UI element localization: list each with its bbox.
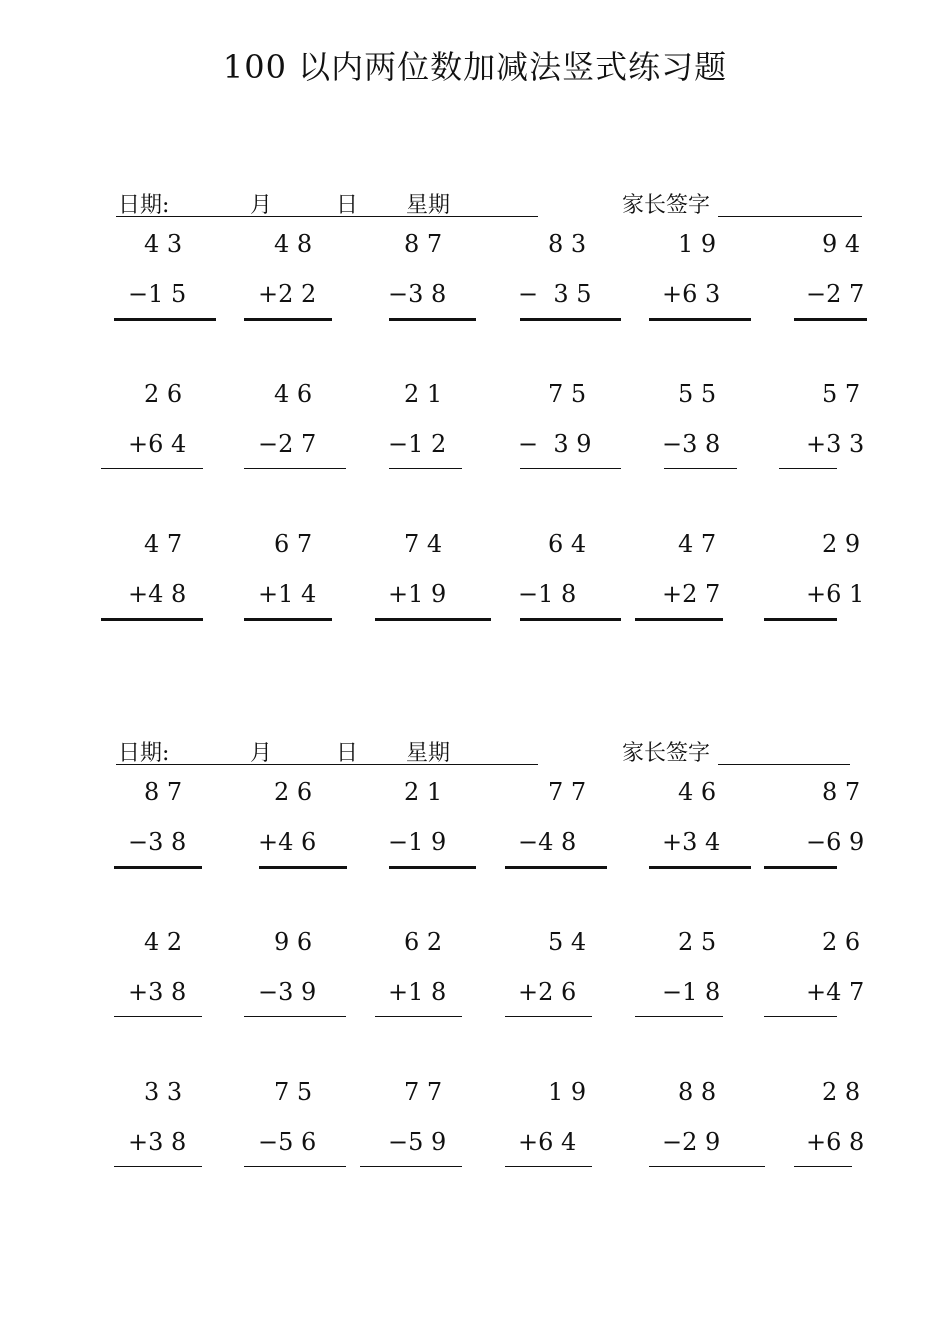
arithmetic-problem — [0, 380, 950, 480]
answer-line[interactable] — [244, 468, 346, 469]
top-operand: 2 6 — [822, 928, 861, 956]
answer-line[interactable] — [244, 1166, 346, 1167]
arithmetic-problem — [0, 778, 950, 878]
answer-line[interactable] — [779, 468, 837, 469]
arithmetic-problem — [0, 230, 950, 330]
top-operand: 3 3 — [144, 1078, 183, 1106]
bottom-operand: −3 8 — [388, 280, 447, 308]
arithmetic-problem — [0, 380, 950, 480]
arithmetic-problem — [0, 928, 950, 1028]
bottom-operand: +6 4 — [128, 430, 187, 458]
month-label: 月 — [250, 193, 273, 218]
arithmetic-problem — [0, 928, 950, 1028]
parent-sign-line[interactable] — [718, 764, 850, 765]
bottom-operand: +1 4 — [258, 580, 317, 608]
bottom-operand: +2 6 — [518, 978, 577, 1006]
answer-line[interactable] — [244, 618, 332, 621]
bottom-operand: +6 3 — [662, 280, 721, 308]
bottom-operand: +1 8 — [388, 978, 447, 1006]
top-operand: 7 7 — [548, 778, 587, 806]
top-operand: 5 4 — [548, 928, 587, 956]
top-operand: 7 5 — [548, 380, 587, 408]
arithmetic-problem — [0, 380, 950, 480]
arithmetic-problem — [0, 1078, 950, 1178]
answer-line[interactable] — [520, 468, 621, 469]
arithmetic-problem — [0, 380, 950, 480]
parent-sign-label: 家长签字 — [622, 741, 711, 766]
bottom-operand: +3 3 — [806, 430, 865, 458]
bottom-operand: +3 4 — [662, 828, 721, 856]
bottom-operand: −3 8 — [662, 430, 721, 458]
arithmetic-problem — [0, 928, 950, 1028]
answer-line[interactable] — [649, 1166, 765, 1167]
answer-line[interactable] — [244, 1016, 346, 1017]
answer-line[interactable] — [389, 866, 476, 869]
arithmetic-problem — [0, 230, 950, 330]
answer-line[interactable] — [389, 318, 476, 321]
top-operand: 2 1 — [404, 380, 443, 408]
top-operand: 6 7 — [274, 530, 313, 558]
bottom-operand: −1 9 — [388, 828, 447, 856]
top-operand: 4 6 — [678, 778, 717, 806]
bottom-operand: −1 5 — [128, 280, 187, 308]
arithmetic-problem — [0, 1078, 950, 1178]
top-operand: 2 8 — [822, 1078, 861, 1106]
answer-line[interactable] — [114, 866, 202, 869]
top-operand: 2 1 — [404, 778, 443, 806]
top-operand: 9 4 — [822, 230, 861, 258]
weekday-label: 星期 — [406, 741, 451, 766]
arithmetic-problem — [0, 1078, 950, 1178]
answer-line[interactable] — [505, 1016, 592, 1017]
month-label: 月 — [250, 741, 273, 766]
answer-line[interactable] — [505, 866, 607, 869]
bottom-operand: −1 8 — [662, 978, 721, 1006]
arithmetic-problem — [0, 778, 950, 878]
answer-line[interactable] — [794, 318, 867, 321]
bottom-operand: −3 9 — [258, 978, 317, 1006]
arithmetic-problem — [0, 530, 950, 630]
top-operand: 7 7 — [404, 1078, 443, 1106]
bottom-operand: −1 2 — [388, 430, 447, 458]
bottom-operand: +6 1 — [806, 580, 865, 608]
answer-line[interactable] — [649, 318, 751, 321]
answer-line[interactable] — [764, 866, 837, 869]
bottom-operand: −5 6 — [258, 1128, 317, 1156]
top-operand: 4 7 — [678, 530, 717, 558]
worksheet-title: 100 以内两位数加减法竖式练习题 — [222, 48, 728, 86]
answer-line[interactable] — [114, 318, 216, 321]
arithmetic-problem — [0, 380, 950, 480]
bottom-operand: −5 9 — [388, 1128, 447, 1156]
bottom-operand: +6 4 — [518, 1128, 577, 1156]
top-operand: 4 8 — [274, 230, 313, 258]
top-operand: 2 9 — [822, 530, 861, 558]
arithmetic-problem — [0, 530, 950, 630]
answer-line[interactable] — [664, 468, 737, 469]
answer-line[interactable] — [375, 618, 491, 621]
day-label: 日 — [336, 193, 359, 218]
top-operand: 4 3 — [144, 230, 183, 258]
arithmetic-problem — [0, 778, 950, 878]
answer-line[interactable] — [375, 1016, 462, 1017]
date-underline — [116, 764, 538, 765]
top-operand: 4 2 — [144, 928, 183, 956]
section-2-header — [0, 726, 950, 766]
top-operand: 8 3 — [548, 230, 587, 258]
parent-sign-line[interactable] — [718, 216, 862, 217]
answer-line[interactable] — [259, 866, 347, 869]
answer-line[interactable] — [389, 468, 462, 469]
bottom-operand: −1 8 — [518, 580, 577, 608]
arithmetic-problem — [0, 1078, 950, 1178]
answer-line[interactable] — [635, 1016, 723, 1017]
arithmetic-problem — [0, 530, 950, 630]
arithmetic-problem — [0, 778, 950, 878]
answer-line[interactable] — [794, 1166, 852, 1167]
top-operand: 9 6 — [274, 928, 313, 956]
top-operand: 2 5 — [678, 928, 717, 956]
arithmetic-problem — [0, 530, 950, 630]
top-operand: 1 9 — [548, 1078, 587, 1106]
top-operand: 4 6 — [274, 380, 313, 408]
bottom-operand: +4 8 — [128, 580, 187, 608]
bottom-operand: +1 9 — [388, 580, 447, 608]
bottom-operand: − 3 9 — [518, 430, 592, 458]
bottom-operand: −3 8 — [128, 828, 187, 856]
bottom-operand: +3 8 — [128, 1128, 187, 1156]
bottom-operand: −4 8 — [518, 828, 577, 856]
arithmetic-problem — [0, 928, 950, 1028]
weekday-label: 星期 — [406, 193, 451, 218]
date-underline — [116, 216, 538, 217]
arithmetic-problem — [0, 778, 950, 878]
bottom-operand: −2 7 — [258, 430, 317, 458]
bottom-operand: +2 7 — [662, 580, 721, 608]
top-operand: 8 8 — [678, 1078, 717, 1106]
answer-line[interactable] — [360, 1166, 462, 1167]
answer-line[interactable] — [520, 318, 621, 321]
arithmetic-problem — [0, 778, 950, 878]
answer-line[interactable] — [114, 1166, 202, 1167]
bottom-operand: −2 7 — [806, 280, 865, 308]
answer-line[interactable] — [505, 1166, 592, 1167]
bottom-operand: −2 9 — [662, 1128, 721, 1156]
top-operand: 6 4 — [548, 530, 587, 558]
answer-line[interactable] — [649, 866, 751, 869]
arithmetic-problem — [0, 230, 950, 330]
arithmetic-problem — [0, 230, 950, 330]
arithmetic-problem — [0, 530, 950, 630]
answer-line[interactable] — [764, 618, 837, 621]
top-operand: 7 4 — [404, 530, 443, 558]
answer-line[interactable] — [635, 618, 723, 621]
answer-line[interactable] — [520, 618, 621, 621]
date-label: 日期: — [118, 193, 170, 218]
day-label: 日 — [336, 741, 359, 766]
top-operand: 5 7 — [822, 380, 861, 408]
top-operand: 7 5 — [274, 1078, 313, 1106]
arithmetic-problem — [0, 1078, 950, 1178]
answer-line[interactable] — [114, 1016, 202, 1017]
arithmetic-problem — [0, 1078, 950, 1178]
bottom-operand: +2 2 — [258, 280, 317, 308]
bottom-operand: +4 6 — [258, 828, 317, 856]
arithmetic-problem — [0, 928, 950, 1028]
bottom-operand: +3 8 — [128, 978, 187, 1006]
arithmetic-problem — [0, 230, 950, 330]
section-1-header — [0, 178, 950, 218]
arithmetic-problem — [0, 530, 950, 630]
arithmetic-problem — [0, 928, 950, 1028]
answer-line[interactable] — [244, 318, 332, 321]
arithmetic-problem — [0, 380, 950, 480]
answer-line[interactable] — [101, 618, 203, 621]
top-operand: 8 7 — [404, 230, 443, 258]
top-operand: 2 6 — [274, 778, 313, 806]
bottom-operand: +4 7 — [806, 978, 865, 1006]
top-operand: 8 7 — [822, 778, 861, 806]
top-operand: 2 6 — [144, 380, 183, 408]
bottom-operand: − 3 5 — [518, 280, 592, 308]
top-operand: 8 7 — [144, 778, 183, 806]
bottom-operand: +6 8 — [806, 1128, 865, 1156]
answer-line[interactable] — [764, 1016, 837, 1017]
top-operand: 4 7 — [144, 530, 183, 558]
top-operand: 5 5 — [678, 380, 717, 408]
bottom-operand: −6 9 — [806, 828, 865, 856]
top-operand: 1 9 — [678, 230, 717, 258]
arithmetic-problem — [0, 230, 950, 330]
top-operand: 6 2 — [404, 928, 443, 956]
parent-sign-label: 家长签字 — [622, 193, 711, 218]
answer-line[interactable] — [101, 468, 203, 469]
date-label: 日期: — [118, 741, 170, 766]
